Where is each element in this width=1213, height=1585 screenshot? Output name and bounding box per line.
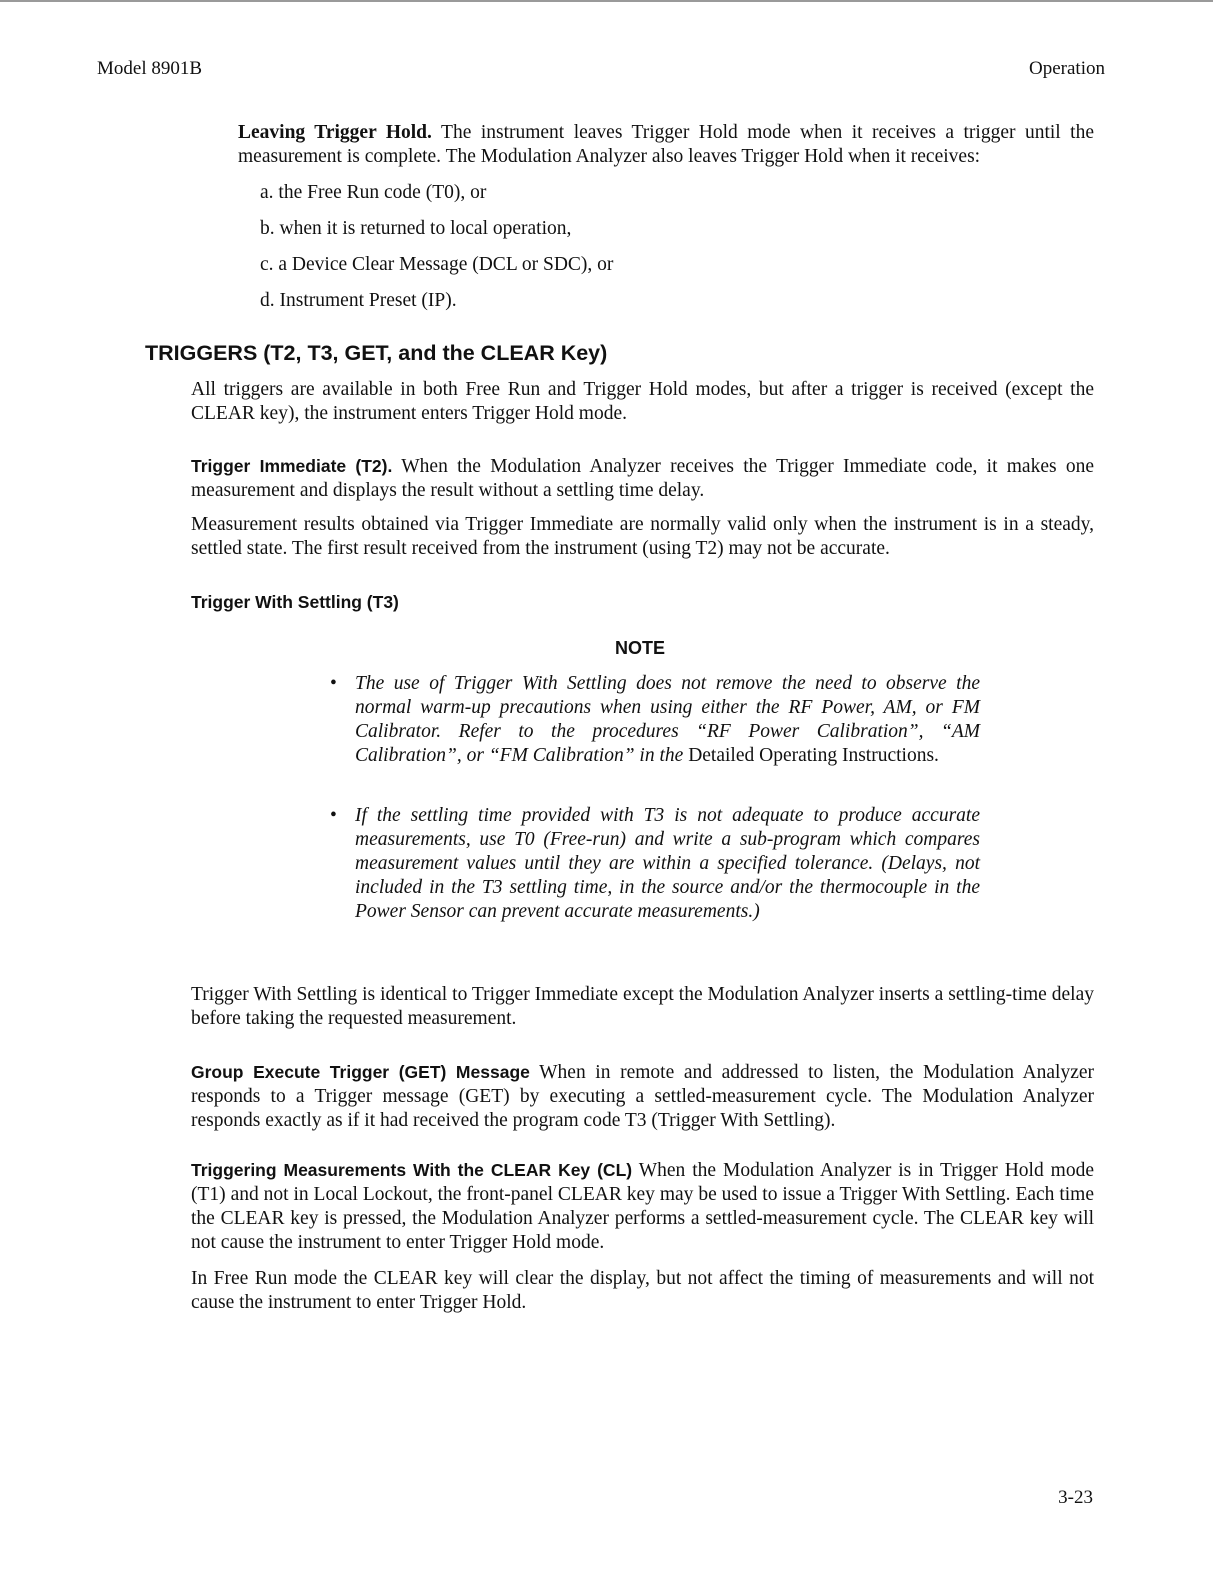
list-item — [260, 181, 486, 205]
list-item — [260, 289, 457, 313]
clear-key-lead: Triggering Measurements With the CLEAR Key (CL) — [191, 1160, 633, 1180]
note-bullet-italic-text: The use of Trigger With Settling does not remove the need to observe the normal warm-up precautions when using either the RF Power, AM, or FM Calibrator. Refer to the procedures “RF Power Calibration”, “AM Calibration”, or “FM Calibration” in the — [355, 673, 980, 766]
list-marker: d. — [260, 290, 275, 311]
note-bullet — [330, 672, 980, 768]
trigger-with-settling-paragraph: Trigger With Settling is identical to Trigger Immediate except the Modulation Analyzer inserts a settling-time delay before taking the requested measurement. — [191, 984, 1094, 1029]
note-bullet-text: If the settling time provided with T3 is not adequate to produce accurate measurements, use T0 (Free-run) and write a sub-program which compares measurement values until they are within a specified tolerance. (Delays, not included in the T3 settling time, in the source and/or the thermocouple in the Power Sensor can prevent accurate measurements.) — [355, 805, 980, 922]
list-text: the Free Run code (T0), or — [278, 182, 487, 203]
bullet-dot: • — [330, 805, 337, 826]
list-item — [260, 217, 571, 241]
trigger-immediate-lead: Trigger Immediate (T2). — [191, 456, 393, 476]
trigger-immediate-text: When the Modulation Analyzer receives the Trigger Immediate code, it makes one measurement and displays the result without a settling time delay. — [191, 456, 1094, 501]
trigger-immediate-paragraph — [191, 454, 1094, 503]
page-number: 3-23 — [1058, 1487, 1093, 1508]
list-marker: a. — [260, 182, 274, 203]
list-marker: b. — [260, 218, 275, 239]
list-item — [260, 253, 613, 277]
note-bullet — [330, 804, 980, 924]
note-bullet-manual-reference: Detailed Operating Instructions. — [688, 745, 939, 766]
trigger-immediate-paragraph-2: Measurement results obtained via Trigger Immediate are normally valid only when the instrument is in a steady, settled state. The first result received from the instrument (using T2) may not be accurate. — [191, 514, 1094, 559]
header-section: Operation — [1029, 58, 1105, 79]
clear-key-text: When the Modulation Analyzer is in Trigger Hold mode (T1) and not in Local Lockout, the front-panel CLEAR key may be used to issue a Trigger With Settling. Each time the CLEAR key is pressed, the Modulation Analyzer performs a settled-measurement cycle. The CLEAR key will not cause the instrument to enter Trigger Hold mode. — [191, 1160, 1094, 1253]
list-text: Instrument Preset (IP). — [279, 290, 457, 311]
leaving-trigger-hold-text: The instrument leaves Trigger Hold mode when it receives a trigger until the measurement is complete. The Modulation Analyzer also leaves Trigger Hold when it receives: — [238, 122, 1094, 167]
group-execute-trigger-lead: Group Execute Trigger (GET) Message — [191, 1062, 530, 1082]
top-border-rule — [0, 0, 1213, 2]
header-model: Model 8901B — [97, 58, 203, 79]
section-heading-triggers: TRIGGERS (T2, T3, GET, and the CLEAR Key) — [145, 341, 608, 365]
clear-key-paragraph-2: In Free Run mode the CLEAR key will clear the display, but not affect the timing of measurements and will not cause the instrument to enter Trigger Hold. — [191, 1268, 1094, 1313]
triggers-intro-paragraph: All triggers are available in both Free Run and Trigger Hold modes, but after a trigger is received (except the CLEAR key), the instrument enters Trigger Hold mode. — [191, 379, 1094, 424]
group-execute-trigger-paragraph — [191, 1060, 1094, 1133]
list-marker: c. — [260, 254, 274, 275]
list-text: a Device Clear Message (DCL or SDC), or — [278, 254, 614, 275]
trigger-with-settling-heading: Trigger With Settling (T3) — [191, 592, 399, 612]
note-title: NOTE — [614, 638, 665, 658]
leaving-trigger-hold-paragraph — [238, 121, 1094, 169]
list-text: when it is returned to local operation, — [279, 218, 572, 239]
bullet-dot: • — [330, 673, 337, 694]
note-bullet-text — [355, 672, 980, 768]
leaving-trigger-hold-lead: Leaving Trigger Hold. — [238, 122, 432, 143]
group-execute-trigger-text: When in remote and addressed to listen, the Modulation Analyzer responds to a Trigger message (GET) by executing a settled-measurement cycle. The Modulation Analyzer responds exactly as if it had received the program code T3 (Trigger With Settling). — [191, 1062, 1094, 1131]
clear-key-paragraph — [191, 1158, 1094, 1255]
